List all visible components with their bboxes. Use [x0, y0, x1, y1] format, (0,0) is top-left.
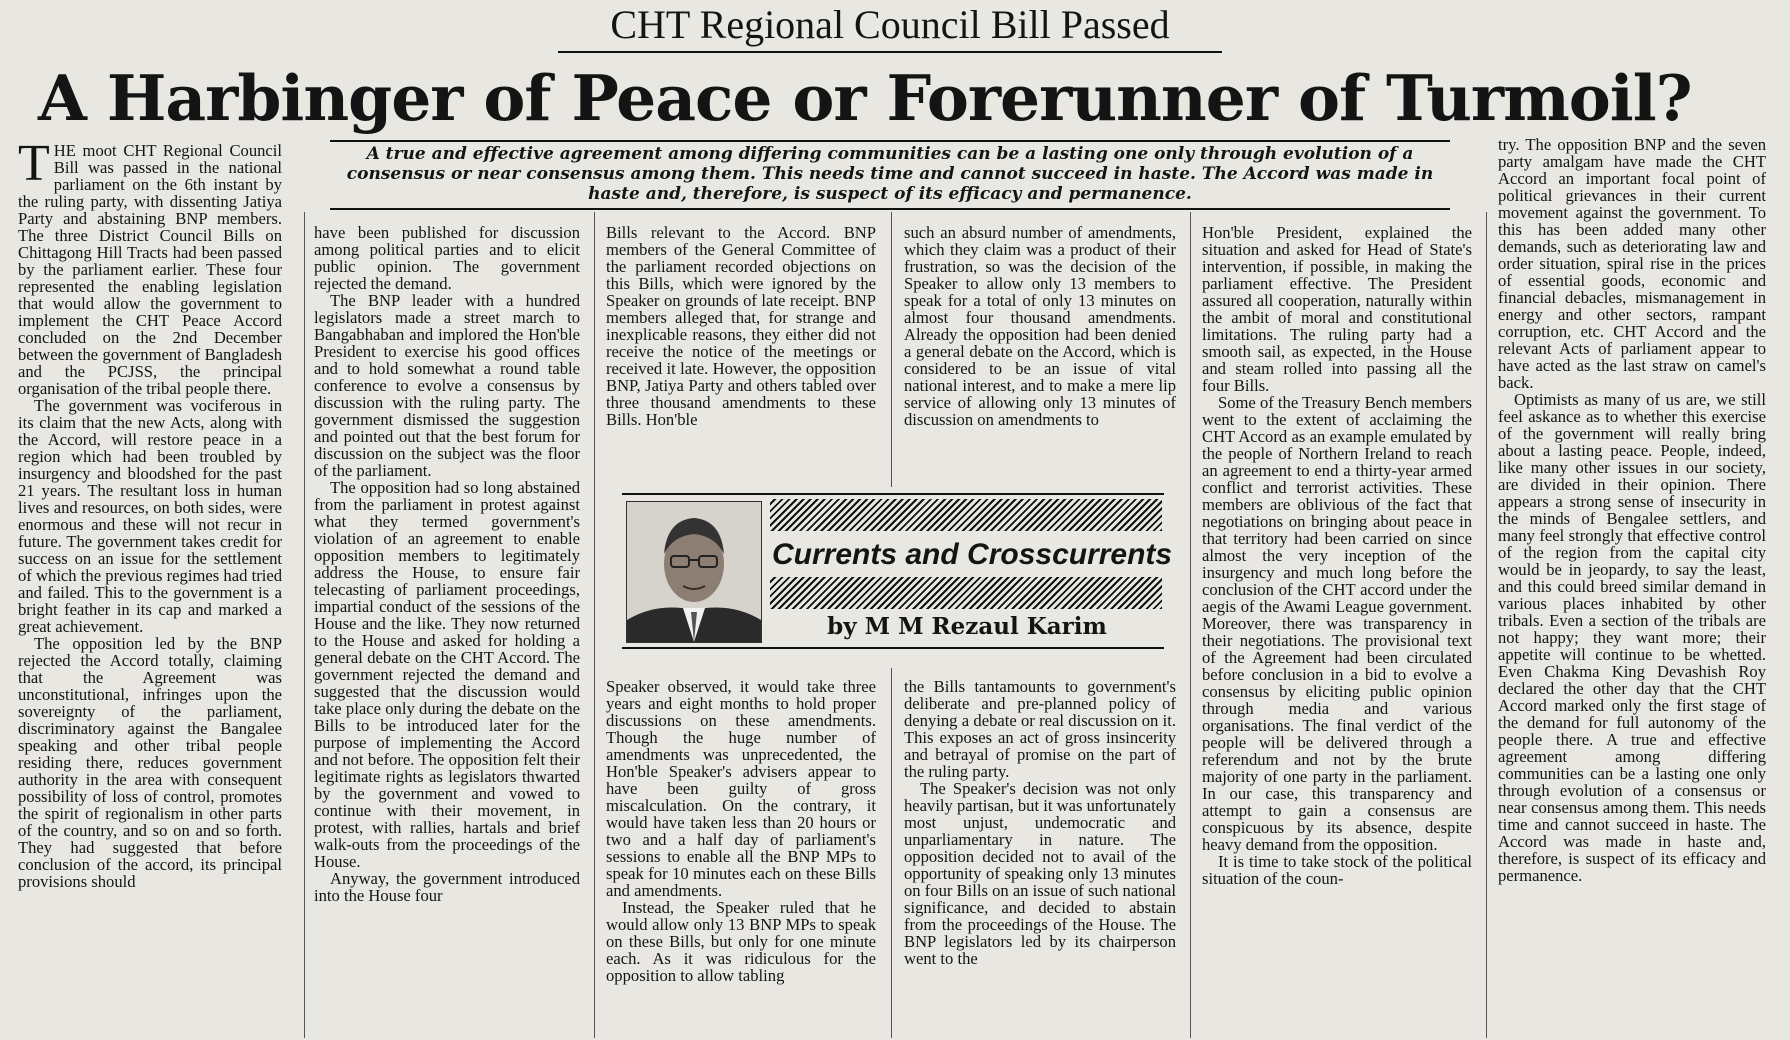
article-paragraph: The opposition led by the BNP rejected the Accord totally, claiming that the Agreement was unconstitutional, infringes upon the sovereignty of the parliament, discriminatory against the Bangalee speaking and other tribal people residing there, reduces government authority in the area with consequent possibility of loss of control, promotes the spirit of regionalism in other parts of the country, and so on and so forth. They had suggested that before conclusion of the accord, its principal provisions should — [18, 634, 282, 891]
article-column-2 — [314, 224, 580, 1038]
deck-top-rule — [330, 140, 1450, 142]
article-paragraph: Hon'ble President, explained the situation and asked for Head of State's intervention, if possible, in making the parliament effective. The President assured all cooperation, naturally within the ambit of moral and constitutional limitations. The ruling party had a smooth sail, as expected, in the House and steam rolled into passing all the four Bills. — [1202, 224, 1472, 395]
article-paragraph: The Speaker's decision was not only heavily partisan, but it was unfortunately most unjust, undemocratic and unparliamentary in nature. The opposition decided not to avail of the opportunity of speaking only 13 minutes on four Bills on an issue of such national significance, and decided to abstain from the proceedings of the House. The BNP legislators led by its chairperson went to the — [904, 779, 1176, 968]
article-paragraph: have been published for discussion among political parties and to elicit public opinion. The government rejected the demand. — [314, 224, 580, 293]
column-rule — [1190, 212, 1191, 1038]
article-paragraph: The BNP leader with a hundred legislators made a street march to Bangabhaban and implored the Hon'ble President to exercise his good offices and to hold somewhat a round table conference to evolve a consensus by discussion with the ruling party. The government dismissed the suggestion and pointed out that the best forum for discussion on the subject was the floor of the parliament. — [314, 291, 580, 480]
hatch-band-top — [770, 499, 1162, 531]
article-paragraph: The opposition had so long abstained from the parliament in protest against what they termed government's violation of an agreement to enable opposition members to legitimately address the House, to ensure fair telecasting of parliament proceedings, impartial conduct of the sessions of the House and the like. They now returned to the House and asked for holding a general debate on the CHT Accord. The government rejected the demand and suggested that the discussion would take place only during the debate on the Bills to be introduced later for the purpose of implementing the Accord and not before. The opposition felt their legitimate rights as legislators thwarted by the government and vowed to continue with their movement, in protest, with rallies, hartals and brief walk-outs from the proceedings of the House. — [314, 478, 580, 871]
article-column-6 — [1498, 136, 1766, 1038]
drop-cap: T — [18, 142, 50, 192]
column-rule — [1486, 212, 1487, 1038]
article-column-4-bottom — [904, 678, 1176, 1038]
deck-summary: A true and effective agreement among differing communities can be a lasting one only through evolution of a consensus or near consensus among them. This needs time and cannot succeed in haste. The Accord was made in haste and, therefore, is suspect of its efficacy and permanence. — [346, 144, 1434, 204]
article-paragraph: the Bills tantamounts to government's deliberate and pre-planned policy of denying a debate or real discussion on it. This exposes an act of gross insincerity and betrayal of promise on the part of the ruling party. — [904, 678, 1176, 781]
article-paragraph: Bills relevant to the Accord. BNP members of the General Committee of the parliament recorded objections on this Bills, which were ignored by the Speaker on grounds of late receipt. BNP members alleged that, for strange and inexplicable reasons, they either did not receive the notice of the meetings or received it late. However, the opposition BNP, Jatiya Party and others tabled over three thousand amendments to these Bills. Hon'ble — [606, 224, 876, 429]
column-rule — [304, 212, 305, 1038]
article-column-1 — [18, 142, 282, 1038]
article-paragraph: It is time to take stock of the political situation of the coun- — [1202, 852, 1472, 888]
column-rule — [891, 212, 892, 487]
article-paragraph: try. The opposition BNP and the seven party amalgam have made the CHT Accord an important focal point of political grievances in their current movement against the government. To this has been added many other demands, such as deteriorating law and order situation, spiral rise in the prices of essential goods, economic and financial debacles, mismanagement in energy and other sectors, rampant corruption, etc. CHT Accord and the relevant Acts of parliament appear to have acted as the last straw on camel's back. — [1498, 136, 1766, 392]
article-paragraph: Optimists as many of us are, we still feel askance as to whether this exercise of the government will really bring about a lasting peace. People, indeed, like many other issues in our society, are divided in their opinion. There appears a strong sense of insecurity in the minds of Bengalee settlers, and many feel strongly that effective control of the region from the capital city would be in jeopardy, to say the least, and this could breed similar demand in various places inhabited by other tribals. Even a section of the tribals are not happy; they want more; their appetite will continue to be whetted. Even Chakma King Devashish Roy declared the other day that the CHT Accord marked only the first stage of the demand for full autonomy of the people there. A true and effective agreement among differing communities can be a lasting one only through evolution of a consensus or near consensus among them. This needs time and cannot succeed in haste. The Accord was made in haste and, therefore, is suspect of its efficacy and permanence. — [1498, 390, 1766, 885]
article-paragraph: Instead, the Speaker ruled that he would allow only 13 BNP MPs to speak on these Bills, but only for one minute each. As it was ridiculous for the opposition to allow tabling — [606, 898, 876, 985]
kicker-underline — [558, 51, 1222, 53]
article-paragraph: Some of the Treasury Bench members went to the extent of acclaiming the CHT Accord as an example emulated by the people of Northern Ireland to reach an agreement to end a thirty-year armed conflict and terrorist activities. These members are oblivious of the fact that negotiations on bringing about peace in that territory had been carried on since almost the very inception of the insurgency and much long before the conclusion of the CHT accord under the aegis of the Awami League government. Moreover, there was transparency in their negotiations. The provisional text of the Agreement had been circulated before conclusion in a bid to evolve a consensus by eliciting public opinion through media and various organisations. The final verdict of the people will be delivered through a referendum and not by the brute majority of one party in the parliament. In our case, this transparency and attempt to gain a consensus are conspicuous by its absence, despite heavy demand from the opposition. — [1202, 393, 1472, 854]
column-rule — [594, 212, 595, 1038]
article-column-3-bottom — [606, 678, 876, 1038]
hatch-band-bottom — [770, 577, 1162, 609]
article-paragraph: Speaker observed, it would take three years and eight months to hold proper discussions on these amendments. Though the huge number of amendments was unprecedented, the Hon'ble Speaker's advisers appear to have been guilty of gross miscalculation. On the contrary, it would have taken less than 20 hours or two and a half day of parliament's sessions to enable all the BNP MPs to speak for 10 minutes each on these Bills and amendments. — [606, 678, 876, 900]
article-column-5 — [1202, 224, 1472, 1038]
headline: A Harbinger of Peace or Forerunner of Turmoil? — [38, 61, 1692, 135]
kicker-heading: CHT Regional Council Bill Passed — [610, 2, 1170, 47]
deck-bottom-rule — [330, 208, 1450, 210]
article-column-3-top — [606, 224, 876, 486]
article-paragraph: HE moot CHT Regional Council Bill was passed in the national parliament on the 6th instant by the ruling party, with dissenting Jatiya Party and abstaining BNP members. The three District Council Bills on Chittagong Hill Tracts had been passed by the parliament earlier. These four represented the enabling legislation that would allow the government to implement the CHT Peace Accord concluded on the 2nd December between the government of Bangladesh and the PCJSS, the principal organisation of the tribal people there. — [18, 142, 282, 398]
column-title: Currents and Crosscurrents — [772, 535, 1162, 575]
article-paragraph: such an absurd number of amendments, which they claim was a product of their frustration, so was the decision of the Speaker to allow only 13 members to speak for a total of only 13 minutes on almost four thousand amendments. Already the opposition had been denied a general debate on the Accord, which is considered to be an issue of vital national interest, and to make a mere lip service of allowing only 13 minutes of discussion on amendments to — [904, 224, 1176, 429]
box-top-rule — [622, 493, 1164, 495]
column-rule — [891, 668, 892, 1038]
columnist-box — [622, 493, 1173, 651]
byline: by M M Rezaul Karim — [827, 613, 1107, 640]
article-paragraph: Anyway, the government introduced into the House four — [314, 869, 580, 905]
article-column-4-top — [904, 224, 1176, 486]
columnist-photo — [626, 501, 762, 643]
article-paragraph: The government was vociferous in its claim that the new Acts, along with the Accord, will restore peace in a region which had been troubled by insurgency and bloodshed for the past 21 years. The resultant loss in human lives and resources, on both sides, were enormous and these will not recur in future. The government takes credit for success on an issue for the settlement of which the previous regimes had tried and failed. This to the government is a bright feather in its cap and marked a great achievement. — [18, 396, 282, 636]
box-bottom-rule — [622, 647, 1164, 649]
